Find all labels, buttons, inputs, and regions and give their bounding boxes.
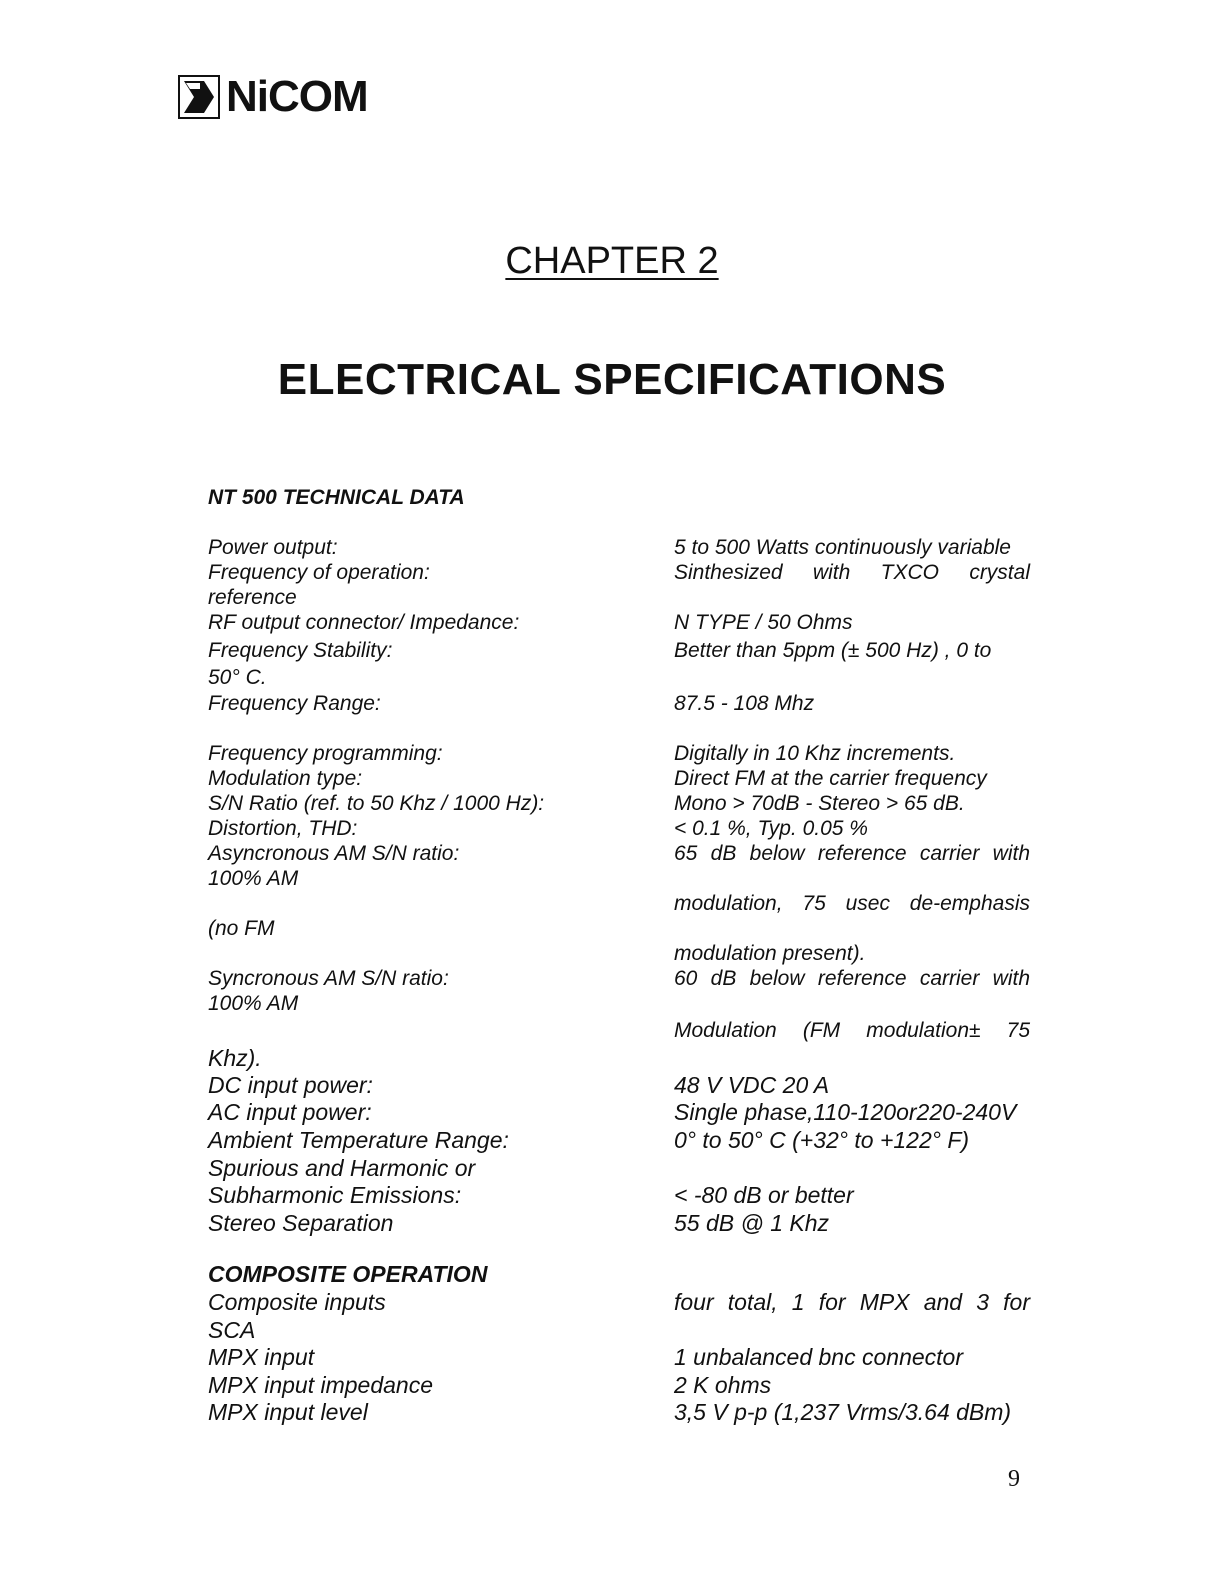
value-mpx-level: 3,5 V p-p (1,237 Vrms/3.64 dBm): [674, 1399, 1012, 1425]
value-ac-input: Single phase,110-120or220-240V: [674, 1099, 1017, 1125]
value-sync-am-cont: Modulation (FM modulation± 75: [674, 1019, 1030, 1042]
label-rf-output: RF output connector/ Impedance:: [208, 611, 520, 634]
value-sync-am: 60 dB below reference carrier with: [674, 967, 1030, 990]
value-frequency-operation: Sinthesized with TXCO crystal: [674, 561, 1030, 584]
label-stereo-separation: Stereo Separation: [208, 1210, 394, 1236]
label-mpx-input: MPX input: [208, 1344, 315, 1370]
value-dc-input: 48 V VDC 20 A: [674, 1072, 830, 1098]
label-mpx-impedance: MPX input impedance: [208, 1372, 434, 1398]
page-title: ELECTRICAL SPECIFICATIONS: [277, 355, 947, 404]
value-stereo-separation: 55 dB @ 1 Khz: [674, 1210, 830, 1236]
logo-arrow-icon: [178, 75, 220, 119]
label-sca: SCA: [208, 1317, 256, 1343]
label-ambient-temperature: Ambient Temperature Range:: [208, 1127, 509, 1153]
value-rf-output: N TYPE / 50 Ohms: [674, 611, 853, 634]
label-no-fm: (no FM: [208, 917, 275, 940]
label-composite-inputs: Composite inputs: [208, 1289, 386, 1315]
label-dc-input: DC input power:: [208, 1072, 373, 1098]
label-frequency-operation: Frequency of operation:: [208, 561, 430, 584]
label-async-am: Asyncronous AM S/N ratio:: [208, 842, 460, 865]
label-distortion: Distortion, THD:: [208, 817, 358, 840]
label-khz: Khz).: [208, 1045, 262, 1071]
logo-text: NiCOM: [226, 72, 368, 121]
label-sn-ratio: S/N Ratio (ref. to 50 Khz / 1000 Hz):: [208, 792, 545, 815]
label-mpx-level: MPX input level: [208, 1399, 368, 1425]
label-frequency-range: Frequency Range:: [208, 692, 381, 715]
label-am-100-b: 100% AM: [208, 992, 299, 1015]
page-number: 9: [1008, 1466, 1020, 1492]
label-am-100-a: 100% AM: [208, 867, 299, 890]
value-frequency-stability: Better than 5ppm (± 500 Hz) , 0 to: [674, 639, 992, 662]
label-frequency-stability: Frequency Stability:: [208, 639, 393, 662]
section-heading-composite: COMPOSITE OPERATION: [208, 1261, 488, 1287]
value-frequency-programming: Digitally in 10 Khz increments.: [674, 742, 956, 765]
label-sync-am: Syncronous AM S/N ratio:: [208, 967, 449, 990]
value-sn-ratio: Mono > 70dB - Stereo > 65 dB.: [674, 792, 965, 815]
value-mpx-impedance: 2 K ohms: [674, 1372, 772, 1398]
value-mpx-input: 1 unbalanced bnc connector: [674, 1344, 963, 1370]
value-ambient-temperature: 0° to 50° C (+32° to +122° F): [674, 1127, 970, 1153]
label-temperature: 50° C.: [208, 666, 267, 689]
value-async-am: 65 dB below reference carrier with: [674, 842, 1030, 865]
section-heading-technical-data: NT 500 TECHNICAL DATA: [208, 486, 465, 509]
value-async-am-cont: modulation, 75 usec de-emphasis: [674, 892, 1030, 915]
label-frequency-programming: Frequency programming:: [208, 742, 443, 765]
label-modulation-type: Modulation type:: [208, 767, 363, 790]
label-spurious: Spurious and Harmonic or: [208, 1155, 476, 1181]
label-power-output: Power output:: [208, 536, 338, 559]
value-async-am-cont2: modulation present).: [674, 942, 866, 965]
value-distortion: < 0.1 %, Typ. 0.05 %: [674, 817, 868, 840]
label-ac-input: AC input power:: [208, 1099, 372, 1125]
label-subharmonic: Subharmonic Emissions:: [208, 1182, 462, 1208]
value-frequency-range: 87.5 - 108 Mhz: [674, 692, 815, 715]
value-power-output: 5 to 500 Watts continuously variable: [674, 536, 1011, 559]
label-reference: reference: [208, 586, 297, 609]
nicom-logo: [178, 72, 368, 122]
value-subharmonic: < -80 dB or better: [674, 1182, 854, 1208]
chapter-label: CHAPTER 2: [505, 240, 719, 282]
value-composite-inputs: four total, 1 for MPX and 3 for: [674, 1289, 1030, 1315]
chapter-heading: [0, 240, 1224, 283]
value-modulation-type: Direct FM at the carrier frequency: [674, 767, 987, 790]
